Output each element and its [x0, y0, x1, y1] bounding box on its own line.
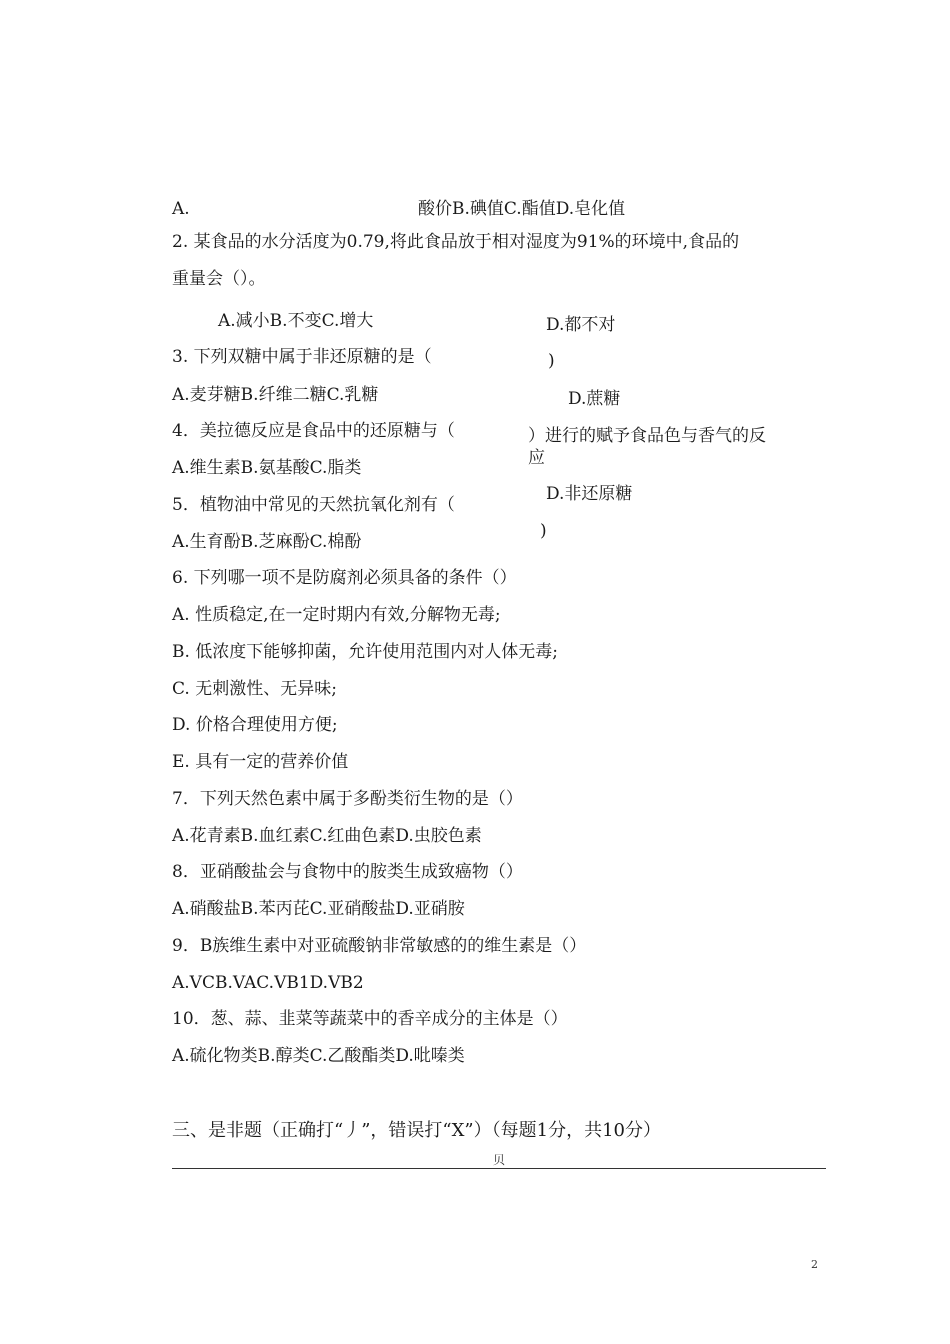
q5-stem: 5．植物油中常见的天然抗氧化剂有（	[172, 495, 455, 515]
q1-option-a-label: A.	[172, 199, 190, 219]
q7-options: A.花青素B.血红素C.红曲色素D.虫胶色素	[172, 826, 482, 846]
q9-options: A.VCB.VAC.VB1D.VB2	[172, 973, 364, 993]
footer-rule	[172, 1168, 826, 1169]
q5-options-abc: A.生育酚B.芝麻酚C.棉酚	[172, 532, 362, 552]
q7-stem: 7．下列天然色素中属于多酚类衍生物的是（）	[172, 789, 523, 809]
q2-stem-line2: 重量会（）。	[172, 269, 266, 289]
section-3-heading: 三、是非题（正确打“丿”，错误打“X”）（每题1分，共10分）	[172, 1120, 661, 1141]
q2-stem-line1: 2. 某食品的水分活度为0.79,将此食品放于相对湿度为91%的环境中,食品的	[172, 232, 740, 252]
q2-option-d: D.都不对	[546, 315, 616, 335]
q4-stem-continuation: ）进行的赋予食品色与香气的反	[528, 426, 766, 446]
q2-options-abc: A.减小B.不变C.增大	[218, 311, 374, 331]
q3-close-paren: )	[548, 351, 555, 371]
q6-option-a: A. 性质稳定,在一定时期内有效,分解物无毒;	[172, 605, 501, 625]
q1-options-text: 酸价B.碘值C.酯值D.皂化值	[418, 199, 626, 219]
q8-options: A.硝酸盐B.苯丙芘C.亚硝酸盐D.亚硝胺	[172, 899, 465, 919]
q6-option-d: D. 价格合理使用方便;	[172, 715, 338, 735]
page-number: 2	[811, 1258, 818, 1271]
q4-stem: 4．美拉德反应是食品中的还原糖与（	[172, 421, 455, 441]
q6-stem: 6. 下列哪一项不是防腐剂必须具备的条件（）	[172, 568, 517, 588]
q5-option-d: D.非还原糖	[546, 484, 633, 504]
q4-stem-continuation-2: 应	[528, 448, 545, 468]
footer-text: 贝	[493, 1153, 506, 1167]
q6-option-e: E. 具有一定的营养价值	[172, 752, 349, 772]
q6-option-b: B. 低浓度下能够抑菌，允许使用范围内对人体无毒;	[172, 642, 559, 662]
q10-options: A.硫化物类B.醇类C.乙酸酯类D.吡嗪类	[172, 1046, 465, 1066]
q3-option-d: D.蔗糖	[568, 389, 621, 409]
q3-stem: 3. 下列双糖中属于非还原糖的是（	[172, 347, 432, 367]
q5-close-paren: )	[540, 521, 547, 541]
q4-options-abc: A.维生素B.氨基酸C.脂类	[172, 458, 362, 478]
q9-stem: 9．B族维生素中对亚硫酸钠非常敏感的的维生素是（）	[172, 936, 587, 956]
q6-option-c: C. 无刺激性、无异味;	[172, 679, 337, 699]
q10-stem: 10．葱、蒜、韭菜等蔬菜中的香辛成分的主体是（）	[172, 1009, 568, 1029]
q3-options-abc: A.麦芽糖B.纤维二糖C.乳糖	[172, 385, 379, 405]
q8-stem: 8．亚硝酸盐会与食物中的胺类生成致癌物（）	[172, 862, 523, 882]
